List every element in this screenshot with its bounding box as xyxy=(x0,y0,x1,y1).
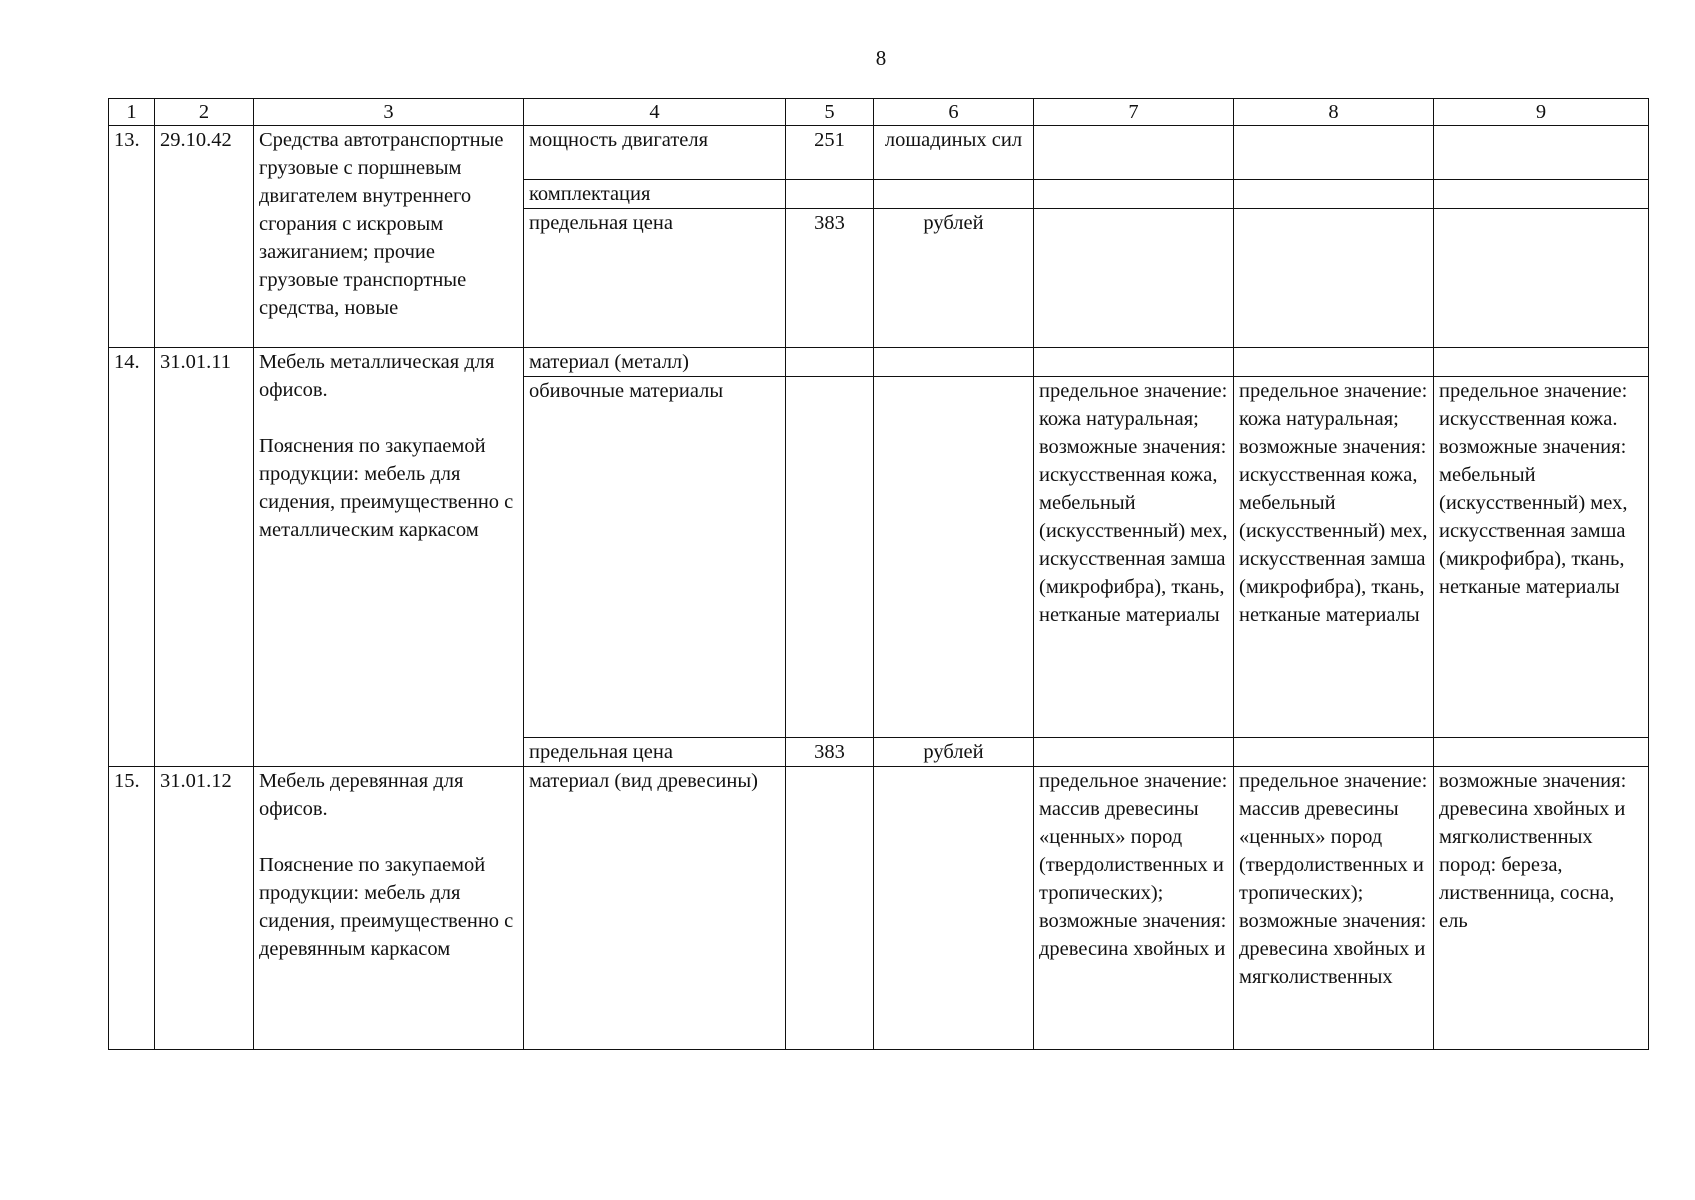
column-header: 2 xyxy=(155,99,254,126)
unit-name xyxy=(874,377,1034,738)
row-number: 15. xyxy=(109,767,155,1050)
row-number: 13. xyxy=(109,126,155,348)
table-header-row xyxy=(109,99,1649,126)
value-col9: возможные значения: древесина хвойных и мягколиственных пород: береза, лиственница, сосна, ель xyxy=(1434,767,1649,1050)
column-header: 6 xyxy=(874,99,1034,126)
spacer xyxy=(259,823,518,851)
value-col9 xyxy=(1434,738,1649,767)
value-col7 xyxy=(1034,348,1234,377)
characteristic-name: комплектация xyxy=(524,180,786,209)
unit-code xyxy=(786,377,874,738)
characteristic-name: предельная цена xyxy=(524,738,786,767)
row-number: 14. xyxy=(109,348,155,767)
value-col9 xyxy=(1434,126,1649,180)
table-row xyxy=(109,767,1649,1050)
column-header: 5 xyxy=(786,99,874,126)
product-name-cell xyxy=(254,348,524,767)
value-col8: предельное значение: кожа натуральная; возможные значения: искусственная кожа, мебельный (искусственный) мех, искусственная замша (микрофибра), ткань, нетканые материалы xyxy=(1234,377,1434,738)
value-col8 xyxy=(1234,180,1434,209)
product-name-cell xyxy=(254,767,524,1050)
value-col9 xyxy=(1434,209,1649,348)
column-header: 4 xyxy=(524,99,786,126)
column-header: 3 xyxy=(254,99,524,126)
value-col7 xyxy=(1034,209,1234,348)
column-header: 7 xyxy=(1034,99,1234,126)
unit-name: рублей xyxy=(874,209,1034,348)
table-row xyxy=(109,348,1649,377)
column-header: 9 xyxy=(1434,99,1649,126)
characteristic-name: мощность двигателя xyxy=(524,126,786,180)
page-number: 8 xyxy=(875,46,887,70)
product-name: Мебель деревянная для офисов. xyxy=(259,770,464,820)
unit-code: 383 xyxy=(786,738,874,767)
column-header: 8 xyxy=(1234,99,1434,126)
value-col7 xyxy=(1034,738,1234,767)
value-col8 xyxy=(1234,738,1434,767)
value-col8 xyxy=(1234,348,1434,377)
table-row xyxy=(109,126,1649,180)
unit-code: 251 xyxy=(786,126,874,180)
value-col8 xyxy=(1234,126,1434,180)
characteristic-name: предельная цена xyxy=(524,209,786,348)
product-note: Пояснения по закупаемой продукции: мебель для сидения, преимущественно с металлическим каркасом xyxy=(259,435,514,541)
unit-name: рублей xyxy=(874,738,1034,767)
unit-name xyxy=(874,348,1034,377)
product-name: Мебель металлическая для офисов. xyxy=(259,351,495,401)
unit-code: 383 xyxy=(786,209,874,348)
okpd-code: 31.01.11 xyxy=(155,348,254,767)
value-col9: предельное значение: искусственная кожа. возможные значения: мебельный (искусственный) мех, искусственная замша (микрофибра), ткань, нетканые материалы xyxy=(1434,377,1649,738)
unit-code xyxy=(786,348,874,377)
value-col7: предельное значение: кожа натуральная; возможные значения: искусственная кожа, мебельный (искусственный) мех, искусственная замша (микрофибра), ткань, нетканые материалы xyxy=(1034,377,1234,738)
characteristic-name: обивочные материалы xyxy=(524,377,786,738)
characteristic-name: материал (металл) xyxy=(524,348,786,377)
okpd-code: 31.01.12 xyxy=(155,767,254,1050)
value-col7 xyxy=(1034,180,1234,209)
unit-name: лошадиных сил xyxy=(874,126,1034,180)
value-col9 xyxy=(1434,180,1649,209)
value-col7 xyxy=(1034,126,1234,180)
okpd-code: 29.10.42 xyxy=(155,126,254,348)
product-name: Средства автотранспортные грузовые с поршневым двигателем внутреннего сгорания с искровым зажиганием; прочие грузовые транспортные средства, новые xyxy=(254,126,524,348)
value-col7: предельное значение: массив древесины «ценных» пород (твердолиственных и тропических); возможные значения: древесина хвойных и xyxy=(1034,767,1234,1050)
value-col9 xyxy=(1434,348,1649,377)
unit-name xyxy=(874,180,1034,209)
spacer xyxy=(259,404,518,432)
characteristics-table xyxy=(108,98,1649,1050)
characteristic-name: материал (вид древесины) xyxy=(524,767,786,1050)
unit-name xyxy=(874,767,1034,1050)
value-col8: предельное значение: массив древесины «ценных» пород (твердолиственных и тропических); возможные значения: древесина хвойных и мягколиственных xyxy=(1234,767,1434,1050)
unit-code xyxy=(786,767,874,1050)
product-note: Пояснение по закупаемой продукции: мебель для сидения, преимущественно с деревянным каркасом xyxy=(259,854,514,960)
column-header: 1 xyxy=(109,99,155,126)
unit-code xyxy=(786,180,874,209)
value-col8 xyxy=(1234,209,1434,348)
